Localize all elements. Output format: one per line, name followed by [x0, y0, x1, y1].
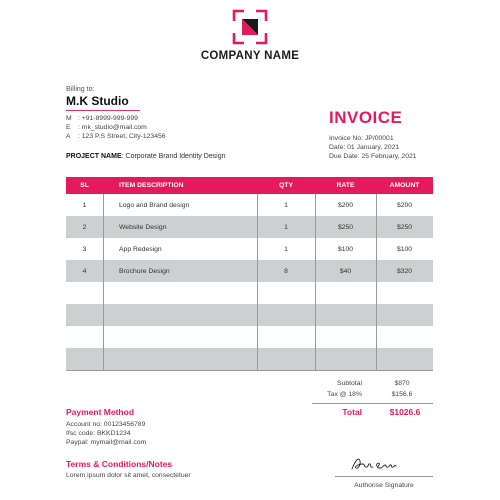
row-rate: $40	[339, 267, 352, 275]
row-description: Logo and Brand design	[119, 201, 190, 209]
project-name	[66, 153, 226, 160]
row-qty: 1	[284, 223, 288, 231]
contact-value: : 123 P.S Street, City-123456	[78, 133, 166, 140]
project-value: : Corporate Brand Identity Design	[121, 153, 226, 160]
row-rate: $250	[337, 223, 354, 231]
row-sl: 3	[82, 245, 87, 253]
contact-address	[66, 133, 166, 140]
table-header	[66, 177, 433, 194]
row-qty: 1	[284, 245, 288, 253]
row-qty: 8	[284, 267, 288, 275]
table-row-empty	[66, 326, 433, 348]
row-rate: $200	[337, 201, 354, 209]
company-logo-icon	[232, 9, 268, 45]
signature-line	[335, 476, 433, 477]
table-row	[66, 216, 433, 238]
row-amount: $200	[396, 201, 413, 209]
totals-divider	[312, 403, 433, 404]
invoice-title: INVOICE	[329, 108, 403, 127]
column-divider	[376, 194, 377, 370]
payment-method-title: Payment Method	[66, 407, 135, 417]
contact-value: : +91-8999-999-999	[78, 115, 138, 122]
header-amount: AMOUNT	[389, 182, 420, 189]
table-bottom-rule	[66, 370, 433, 371]
row-description: Brochure Design	[119, 267, 170, 275]
subtotal-value: $870	[394, 380, 410, 387]
company-name: COMPANY NAME	[200, 50, 300, 62]
terms-title: Terms & Conditions/Notes	[66, 459, 173, 469]
subtotal-label: Subtotal	[337, 380, 362, 387]
table-row-empty	[66, 304, 433, 326]
header-rate: RATE	[336, 182, 355, 189]
contact-value: : mk_studio@mail.com	[78, 124, 147, 131]
project-label: PROJECT NAME	[66, 153, 122, 160]
payment-ifsc: Ifsc code: BKKD1234	[66, 430, 131, 437]
payment-account: Account no: 00123456789	[66, 421, 146, 428]
row-description: Website Design	[119, 223, 167, 231]
row-sl: 4	[82, 267, 87, 275]
row-amount: $250	[396, 223, 413, 231]
client-underline	[66, 110, 140, 111]
invoice-table	[66, 177, 433, 370]
contact-key: A	[66, 133, 71, 140]
tax-label: Tax @ 18%	[327, 391, 362, 398]
tax-value: $156.6	[391, 391, 413, 398]
column-divider	[315, 194, 316, 370]
table-row	[66, 194, 433, 216]
header-description: ITEM DESCRIPTION	[119, 182, 184, 189]
billing-label: Billing to:	[66, 86, 95, 93]
row-sl: 1	[82, 201, 87, 209]
table-row	[66, 260, 433, 282]
row-amount: $320	[396, 267, 413, 275]
row-description: App Redesign	[119, 245, 162, 253]
contact-email	[66, 124, 147, 131]
row-amount: $100	[396, 245, 413, 253]
row-qty: 1	[284, 201, 288, 209]
row-rate: $100	[337, 245, 354, 253]
total-label: Total	[342, 407, 362, 417]
terms-text: Lorem ipsum dolor sit amet, consectetuer	[66, 472, 191, 479]
table-row-empty	[66, 348, 433, 370]
table-row-empty	[66, 282, 433, 304]
invoice-number: Invoice No: JP/00001	[329, 135, 394, 142]
contact-key: E	[66, 124, 71, 131]
contact-mobile	[66, 115, 138, 122]
header-qty: QTY	[279, 182, 293, 189]
row-sl: 2	[82, 223, 87, 231]
signature-label: Authorise Signature	[354, 482, 414, 489]
header-sl: SL	[80, 182, 89, 189]
column-divider	[103, 194, 104, 370]
payment-paypal: Paypal: mymail@mail.com	[66, 439, 147, 446]
contact-key: M	[66, 115, 72, 122]
invoice-date: Date: 01 January, 2021	[329, 144, 400, 151]
table-row	[66, 238, 433, 260]
total-value: $1026.6	[389, 407, 421, 417]
invoice-due-date: Due Date: 25 February, 2021	[329, 153, 417, 160]
client-name: M.K Studio	[66, 94, 129, 108]
signature-image	[350, 455, 400, 473]
column-divider	[257, 194, 258, 370]
